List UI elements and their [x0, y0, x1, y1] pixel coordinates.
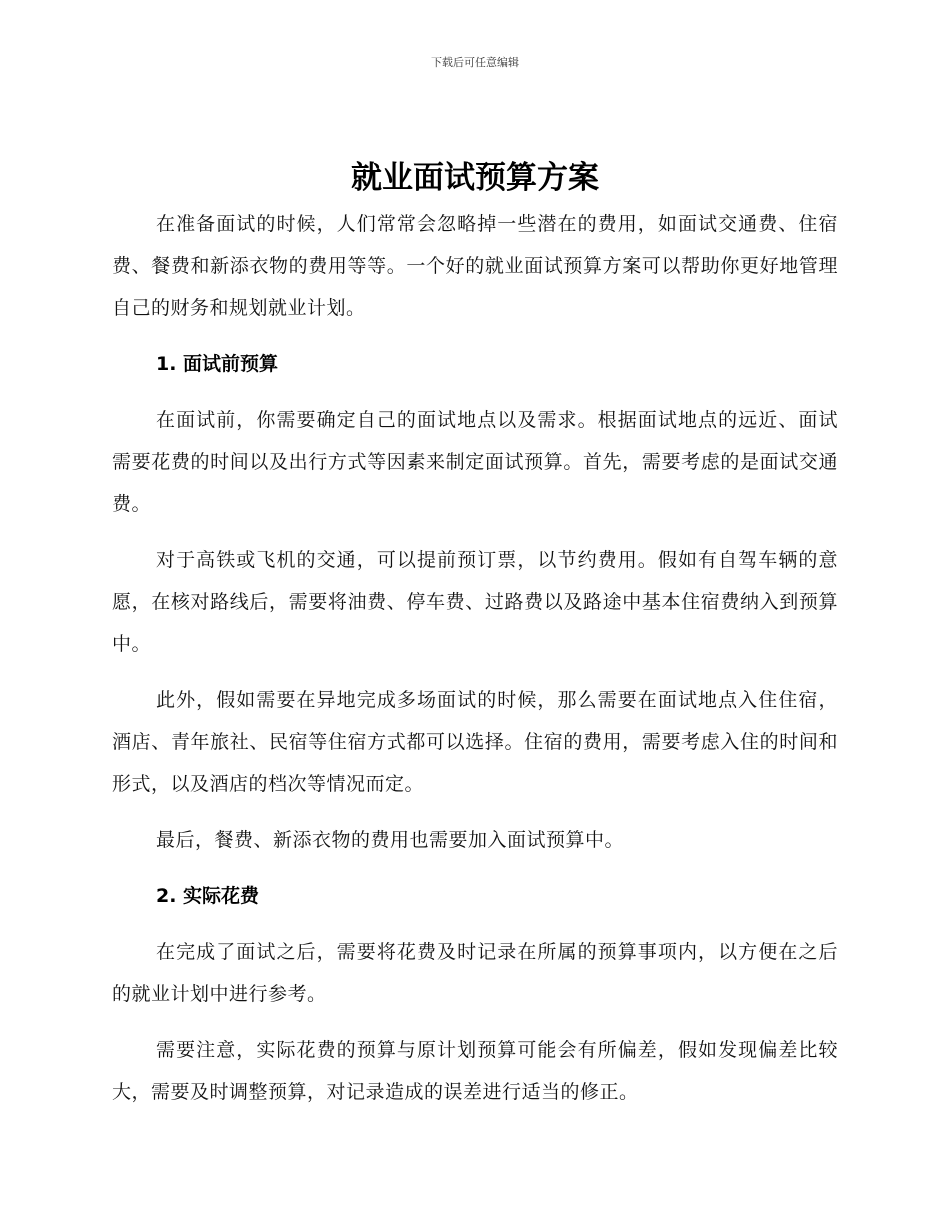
document-title: 就业面试预算方案: [351, 160, 599, 196]
header-note: 下载后可任意编辑: [431, 56, 519, 69]
section1-paragraph: 对于高铁或飞机的交通，可以提前预订票，以节约费用。假如有自驾车辆的意愿，在核对路线后，需要将油费、停车费、过路费以及路途中基本住宿费纳入到预算中。: [112, 549, 838, 655]
section1-paragraph: 在面试前，你需要确定自己的面试地点以及需求。根据面试地点的远近、面试需要花费的时间以及出行方式等因素来制定面试预算。首先，需要考虑的是面试交通费。: [112, 409, 838, 515]
section2-paragraph: 需要注意，实际花费的预算与原计划预算可能会有所偏差，假如发现偏差比较大，需要及时调整预算，对记录造成的误差进行适当的修正。: [112, 1039, 838, 1103]
document-body: [112, 203, 838, 1127]
section1-paragraph: 此外，假如需要在异地完成多场面试的时候，那么需要在面试地点入住住宿，酒店、青年旅社、民宿等住宿方式都可以选择。住宿的费用，需要考虑入住的时间和形式，以及酒店的档次等情况而定。: [112, 689, 838, 795]
section-heading-actual-spending: 2. 实际花费: [156, 885, 260, 907]
section2-paragraph: 在完成了面试之后，需要将花费及时记录在所属的预算事项内，以方便在之后的就业计划中进行参考。: [112, 941, 838, 1005]
section1-paragraph: 最后，餐费、新添衣物的费用也需要加入面试预算中。: [156, 829, 625, 851]
intro-paragraph: 在准备面试的时候，人们常常会忽略掉一些潜在的费用，如面试交通费、住宿费、餐费和新添衣物的费用等等。一个好的就业面试预算方案可以帮助你更好地管理自己的财务和规划就业计划。: [112, 213, 838, 319]
section-heading-pre-interview-budget: 1. 面试前预算: [156, 353, 279, 375]
